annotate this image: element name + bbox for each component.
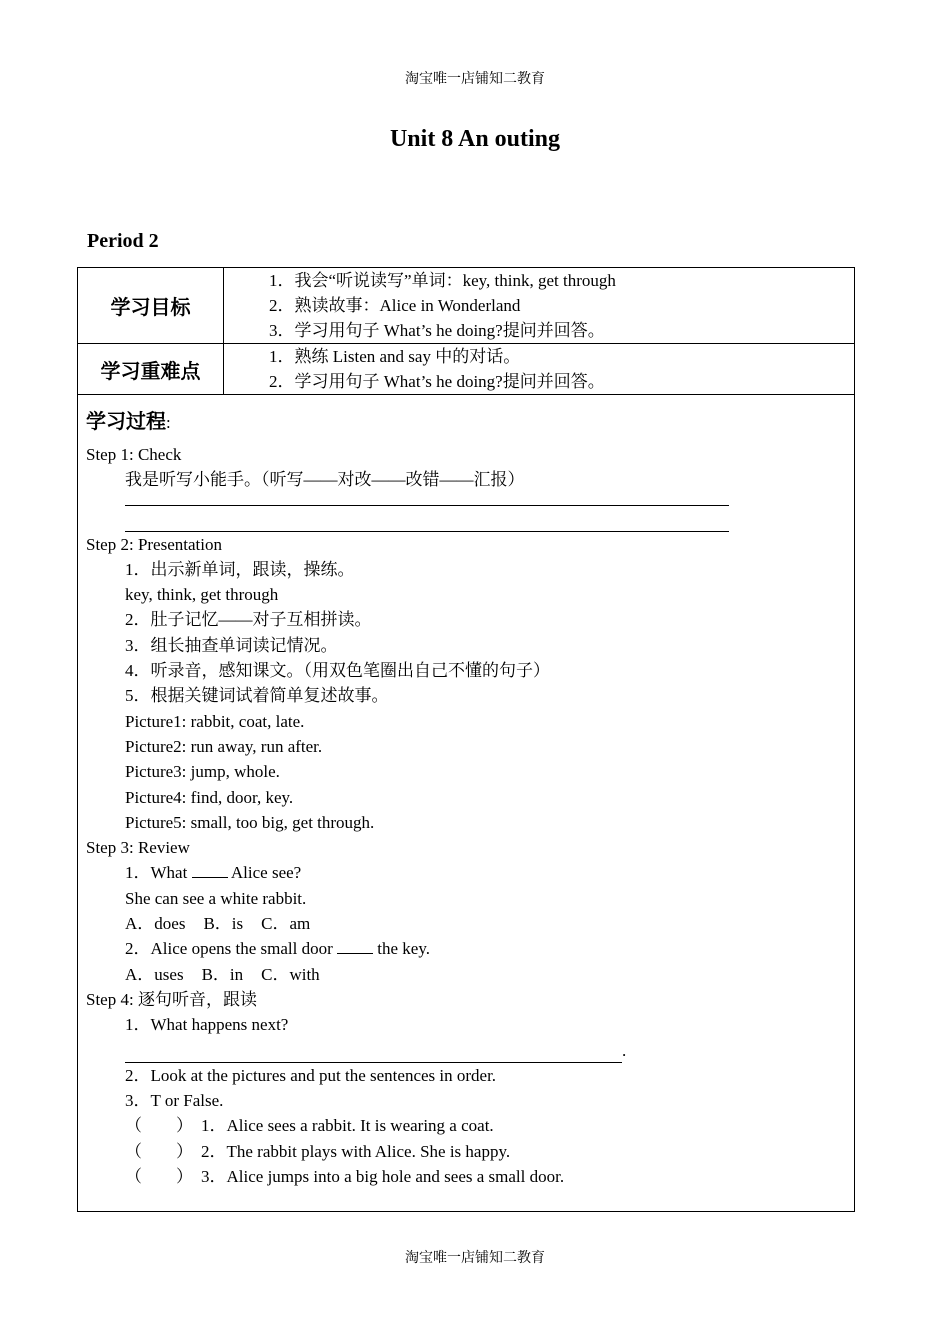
step2-line: 4．听录音，感知课文。（用双色笔圈出自己不懂的句子）: [125, 661, 550, 681]
dictation-blank-line: [125, 519, 729, 532]
question-text: 2．Alice opens the small door: [125, 939, 333, 959]
tf-statement: 3．Alice jumps into a big hole and sees a small door.: [201, 1167, 565, 1187]
review-options-2: [86, 962, 854, 987]
goal-item: 2．熟读故事：Alice in Wonderland: [269, 296, 521, 315]
tf-answer-paren: （ ）: [125, 1167, 193, 1187]
step2-line: Picture2: run away, run after.: [125, 736, 323, 756]
period-mark: .: [622, 1040, 627, 1060]
goals-row: [78, 268, 855, 344]
process-title-text: 学习过程: [86, 411, 166, 433]
tf-statement: 1．Alice sees a rabbit. It is wearing a coat.: [201, 1116, 494, 1136]
keypoints-list: [224, 344, 855, 395]
option: C．with: [261, 964, 320, 984]
question-text: the key.: [377, 939, 430, 959]
step2-heading: Step 2: Presentation: [86, 534, 222, 554]
step3-heading: Step 3: Review: [86, 838, 190, 858]
tf-answer-paren: （ ）: [125, 1141, 193, 1161]
step4-answer-line: [86, 1038, 854, 1063]
process-title: [86, 403, 854, 442]
keypoint-item: 1．熟练 Listen and say 中的对话。: [269, 347, 521, 366]
tf-statement: 2．The rabbit plays with Alice. She is happy.: [201, 1141, 511, 1161]
dictation-blank-line: [125, 493, 729, 506]
step2-line: 5．根据关键词试着简单复述故事。: [125, 686, 389, 706]
tf-item: [86, 1164, 854, 1189]
keypoints-row: [78, 344, 855, 395]
step2-line: 3．组长抽查单词读记情况。: [125, 635, 338, 655]
goals-label: 学习目标: [78, 268, 224, 344]
option: B．in: [201, 964, 244, 984]
page-title: Unit 8 An outing: [389, 126, 561, 152]
step4-question-2: 2．Look at the pictures and put the sentences in order.: [125, 1065, 497, 1085]
tf-answer-paren: （ ）: [125, 1116, 193, 1136]
answer-blank: [192, 863, 228, 878]
process-title-colon: :: [166, 413, 171, 432]
option: C．am: [261, 914, 311, 934]
tf-item: [86, 1113, 854, 1138]
step4-question-3: 3．T or False.: [125, 1091, 224, 1111]
step2-line: Picture5: small, too big, get through.: [125, 812, 375, 832]
answer-blank-line: [125, 1046, 622, 1063]
option: B．is: [203, 914, 244, 934]
period-label: Period 2: [87, 230, 159, 252]
step2-line: 2．肚子记忆——对子互相拼读。: [125, 610, 372, 630]
question-text: 1．What: [125, 863, 188, 883]
step4-question-1: 1．What happens next?: [125, 1015, 289, 1035]
keypoint-item: 2．学习用句子 What’s he doing?提问并回答。: [269, 372, 605, 391]
step1-heading: Step 1: Check: [86, 445, 182, 464]
review-question-2: [86, 936, 854, 961]
step2-line: 1．出示新单词，跟读，操练。: [125, 559, 355, 579]
step1-line: 我是听写小能手。（听写——对改——改错——汇报）: [125, 470, 525, 490]
goal-item: 3．学习用句子 What’s he doing?提问并回答。: [269, 321, 605, 340]
step2-line: Picture3: jump, whole.: [125, 762, 280, 782]
option: A．does: [125, 914, 186, 934]
goal-item: 1．我会“听说读写”单词：key, think, get through: [269, 271, 616, 290]
step2-line: Picture4: find, door, key.: [125, 787, 294, 807]
review-question-1: [86, 860, 854, 885]
answer-blank: [337, 939, 373, 954]
review-answer-1: She can see a white rabbit.: [125, 888, 307, 908]
option: A．uses: [125, 964, 184, 984]
step4-heading: Step 4: 逐句听音，跟读: [86, 989, 257, 1009]
process-row: [78, 395, 855, 1212]
step2-line: Picture1: rabbit, coat, late.: [125, 711, 305, 731]
page-header: 淘宝唯一店铺知二教育: [405, 72, 545, 87]
keypoints-label: 学习重难点: [78, 344, 224, 395]
process-cell: [78, 395, 855, 1212]
question-text: Alice see?: [230, 863, 302, 883]
lesson-table: [77, 267, 855, 1212]
review-options-1: [86, 911, 854, 936]
goals-list: [224, 268, 855, 344]
page-footer: 淘宝唯一店铺知二教育: [405, 1251, 545, 1266]
tf-item: [86, 1139, 854, 1164]
step2-line: key, think, get through: [125, 585, 279, 605]
